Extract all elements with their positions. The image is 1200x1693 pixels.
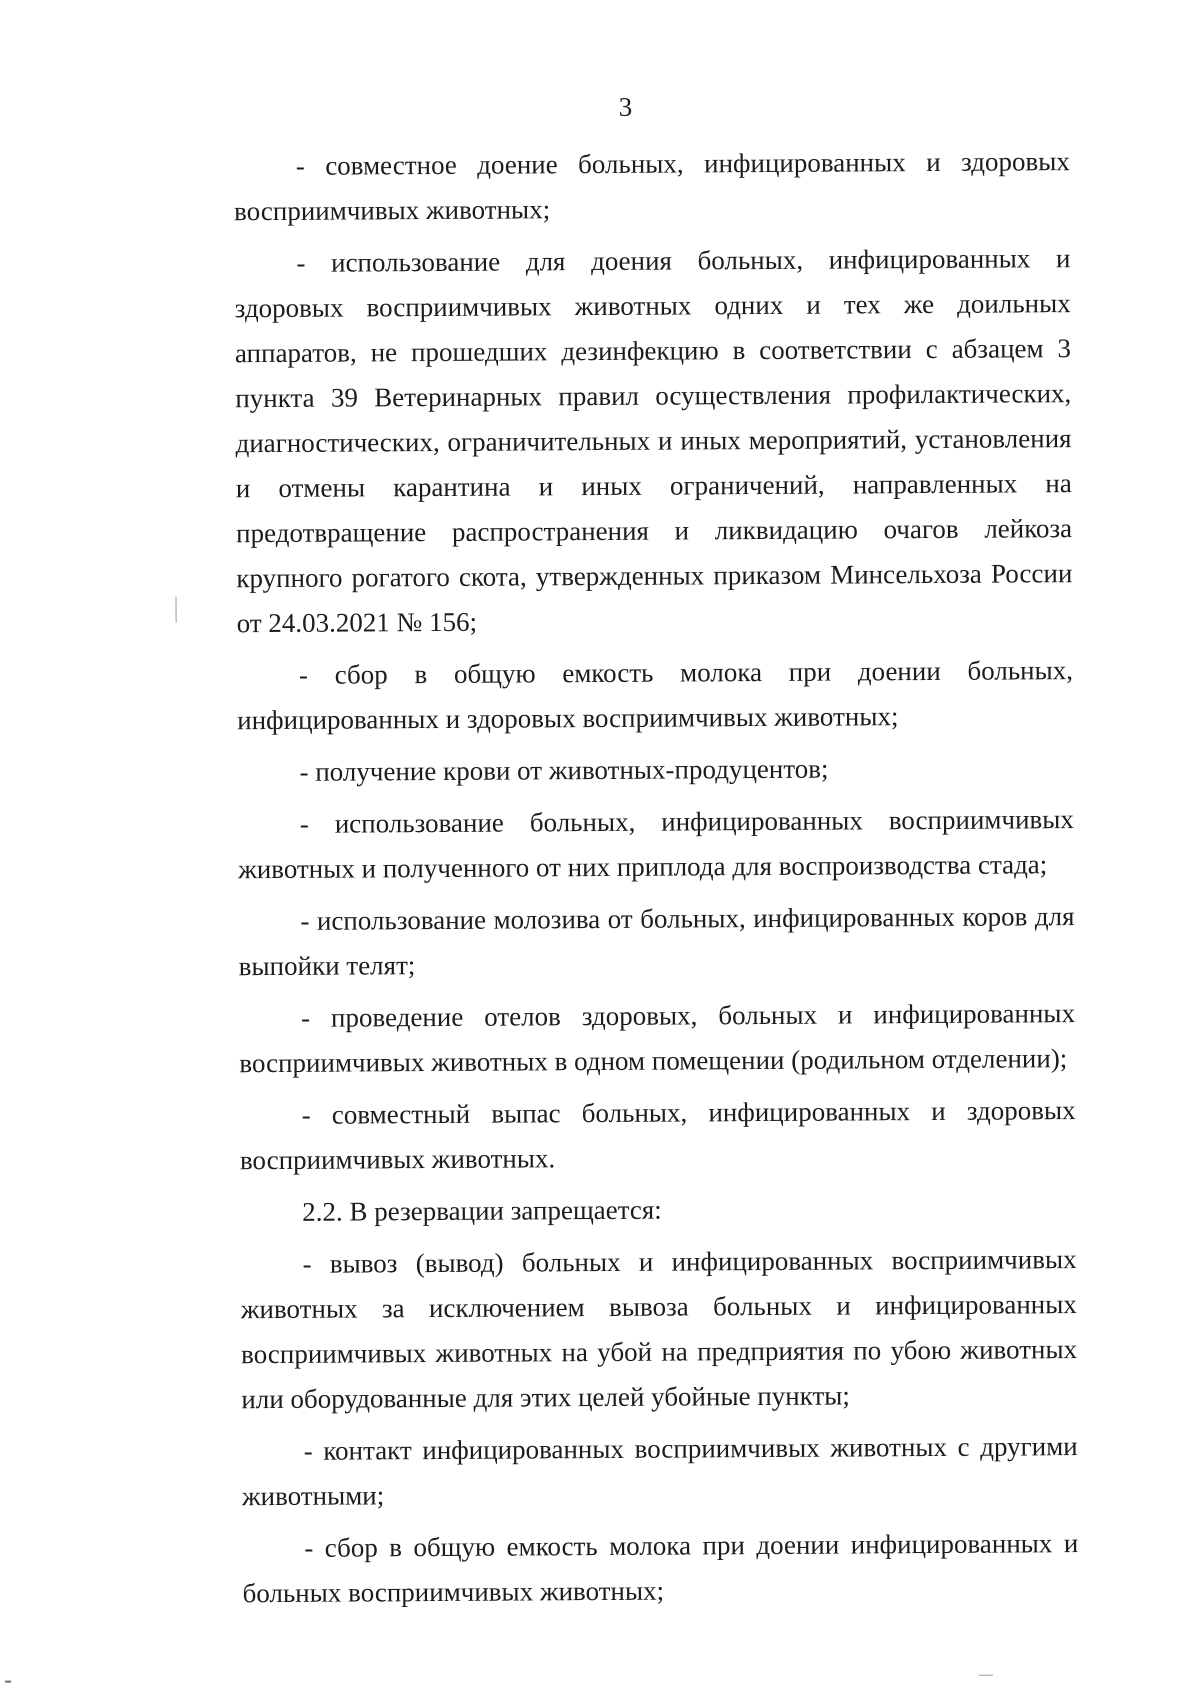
- page-number: 3: [618, 91, 633, 122]
- prohibition-item-common-milk-container: - сбор в общую емкость молока при доении больных, инфицированных и здоровых восприимчивых животных;: [237, 655, 1074, 736]
- scan-artifact-line: [175, 597, 176, 623]
- section-heading-2-2: 2.2. В резервации запрещается:: [302, 1194, 662, 1227]
- prohibition-item-blood-from-producers: - получение крови от животных-продуцентов;: [299, 753, 829, 787]
- scan-artifact-mark: [979, 1675, 993, 1676]
- prohibition-item-removal-of-animals: - вывоз (вывод) больных и инфицированных восприимчивых животных за исключением вывоза больных и инфицированных восприимчивых животных на убой на предприятия по убою животных или оборудованные для этих целей убойные пункты;: [240, 1244, 1078, 1415]
- prohibition-item-joint-grazing: - совместный выпас больных, инфицированных и здоровых восприимчивых животных.: [239, 1095, 1076, 1176]
- document-body: [234, 139, 1079, 1623]
- prohibition-item-colostrum-for-calves: - использование молозива от больных, инфицированных коров для выпойки телят;: [238, 901, 1075, 982]
- prohibition-item-common-milk-container-infected: - сбор в общую емкость молока при доении инфицированных и больных восприимчивых животных;: [242, 1528, 1079, 1609]
- prohibition-item-joint-milking: - совместное доение больных, инфицированных и здоровых восприимчивых животных;: [234, 146, 1070, 227]
- prohibition-item-shared-milking-machines: - использование для доения больных, инфицированных и здоровых восприимчивых животных одних и тех же доильных аппаратов, не прошедших дезинфекцию в соответствии с абзацем 3 пункта 39 Ветеринарных правил осуществления профилактических, диагностических, ограничительных и иных мероприятий, установления и отмены карантина и иных ограничений, направленных на предотвращение распространения и ликвидацию очагов лейкоза крупного рогатого скота, утвержденных приказом Минсельхоза России от 24.03.2021 № 156;: [234, 243, 1073, 639]
- scan-artifact-mark: [5, 1681, 11, 1683]
- prohibition-item-herd-reproduction: - использование больных, инфицированных восприимчивых животных и полученного от них приплода для воспроизводства стада;: [238, 804, 1074, 885]
- prohibition-item-joint-calving: - проведение отелов здоровых, больных и инфицированных восприимчивых животных в одном помещении (родильном отделении);: [239, 998, 1076, 1079]
- prohibition-item-contact-with-other-animals: - контакт инфицированных восприимчивых животных с другими животными;: [241, 1431, 1078, 1512]
